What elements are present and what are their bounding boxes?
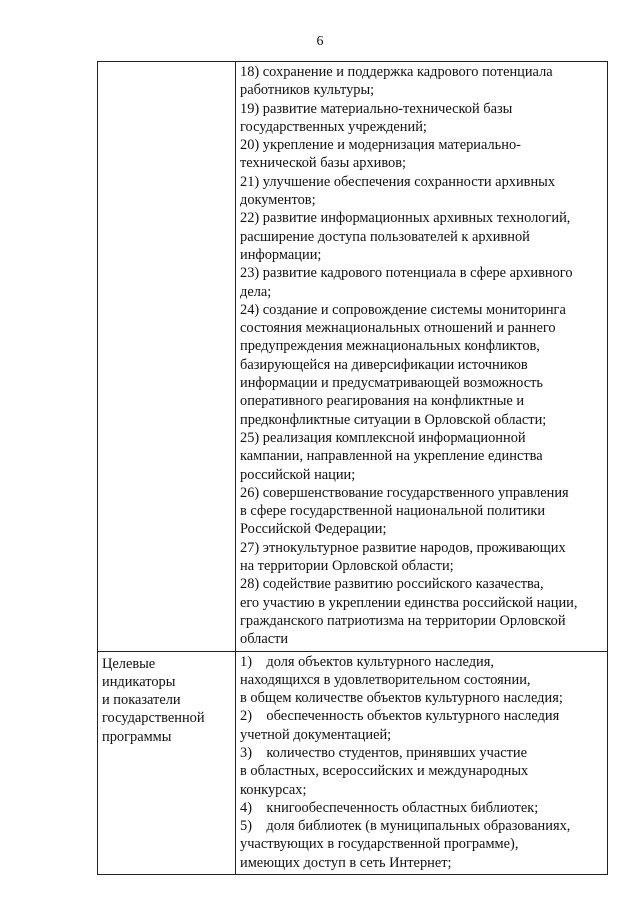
task-line: работников культуры; xyxy=(240,82,375,99)
task-line: предконфликтные ситуации в Орловской области; xyxy=(240,411,547,428)
task-line: 26) совершенствование государственного управления xyxy=(240,484,569,501)
indicators-label-cell xyxy=(98,651,236,875)
indicator-line: учетной документацией; xyxy=(240,726,392,743)
task-line: информации и предусматривающей возможность xyxy=(240,375,543,392)
task-line: российской нации; xyxy=(240,466,356,483)
task-line: 18) сохранение и поддержка кадрового потенциала xyxy=(240,64,553,80)
task-line: оперативного реагирования на конфликтные и xyxy=(240,393,525,410)
row-label-empty xyxy=(98,62,236,652)
task-line: технической базы архивов; xyxy=(240,155,407,172)
task-line: 20) укрепление и модернизация материально- xyxy=(240,137,521,154)
task-line: гражданского патриотизма на территории Орловской xyxy=(240,612,566,629)
task-line: кампании, направленной на укрепление единства xyxy=(240,448,543,465)
task-line: 24) создание и сопровождение системы мониторинга xyxy=(240,301,566,318)
task-line: 23) развитие кадрового потенциала в сфере архивного xyxy=(240,265,573,282)
indicator-line: в областных, всероссийских и международных xyxy=(240,763,529,780)
task-line: в сфере государственной национальной политики xyxy=(240,503,546,520)
task-line: области xyxy=(240,631,289,648)
indicator-line: 2) обеспеченность объектов культурного наследия xyxy=(240,708,560,725)
program-passport-table xyxy=(97,61,608,875)
indicator-line: участвующих в государственной программе), xyxy=(240,836,519,853)
indicators-label-line: и показатели xyxy=(102,692,181,709)
table-row-tasks xyxy=(98,62,608,652)
indicator-line: конкурсах; xyxy=(240,781,307,798)
task-line: 22) развитие информационных архивных технологий, xyxy=(240,210,571,227)
task-line: расширение доступа пользователей к архивной xyxy=(240,228,530,245)
task-line: 19) развитие материально-технической базы xyxy=(240,100,513,117)
task-line: состояния межнациональных отношений и раннего xyxy=(240,320,556,337)
task-line: государственных учреждений; xyxy=(240,118,427,135)
table-row-indicators xyxy=(98,651,608,875)
task-line: на территории Орловской области; xyxy=(240,558,454,575)
task-line: информации; xyxy=(240,246,322,263)
task-line: предупреждения межнациональных конфликтов, xyxy=(240,338,540,355)
task-line: базирующейся на диверсификации источников xyxy=(240,356,528,373)
task-line: 25) реализация комплексной информационной xyxy=(240,429,526,446)
task-line: 28) содействие развитию российского казачества, xyxy=(240,576,544,593)
indicator-line: 1) доля объектов культурного наследия, xyxy=(240,653,494,670)
indicators-label-line: программы xyxy=(102,728,172,745)
task-line: дела; xyxy=(240,283,272,300)
task-line: 27) этнокультурное развитие народов, проживающих xyxy=(240,539,566,556)
indicator-line: в общем количестве объектов культурного наследия; xyxy=(240,690,563,707)
indicator-line: 5) доля библиотек (в муниципальных образованиях, xyxy=(240,818,571,835)
indicators-cell xyxy=(236,651,608,875)
indicators-label-line: Целевые xyxy=(102,655,156,672)
task-line: Российской Федерации; xyxy=(240,521,387,538)
indicator-line: 4) книгообеспеченность областных библиотек; xyxy=(240,799,539,816)
tasks-cell xyxy=(236,62,608,652)
indicator-line: находящихся в удовлетворительном состоянии, xyxy=(240,671,531,688)
indicator-line: имеющих доступ в сеть Интернет; xyxy=(240,854,452,871)
indicator-line: 3) количество студентов, принявших участие xyxy=(240,744,528,761)
indicators-label-line: государственной xyxy=(102,710,205,727)
task-line: документов; xyxy=(240,192,316,209)
task-line: его участию в укреплении единства российской нации, xyxy=(240,594,578,611)
task-line: 21) улучшение обеспечения сохранности архивных xyxy=(240,173,556,190)
indicators-label-line: индикаторы xyxy=(102,673,176,690)
page-number: 6 xyxy=(316,34,324,49)
